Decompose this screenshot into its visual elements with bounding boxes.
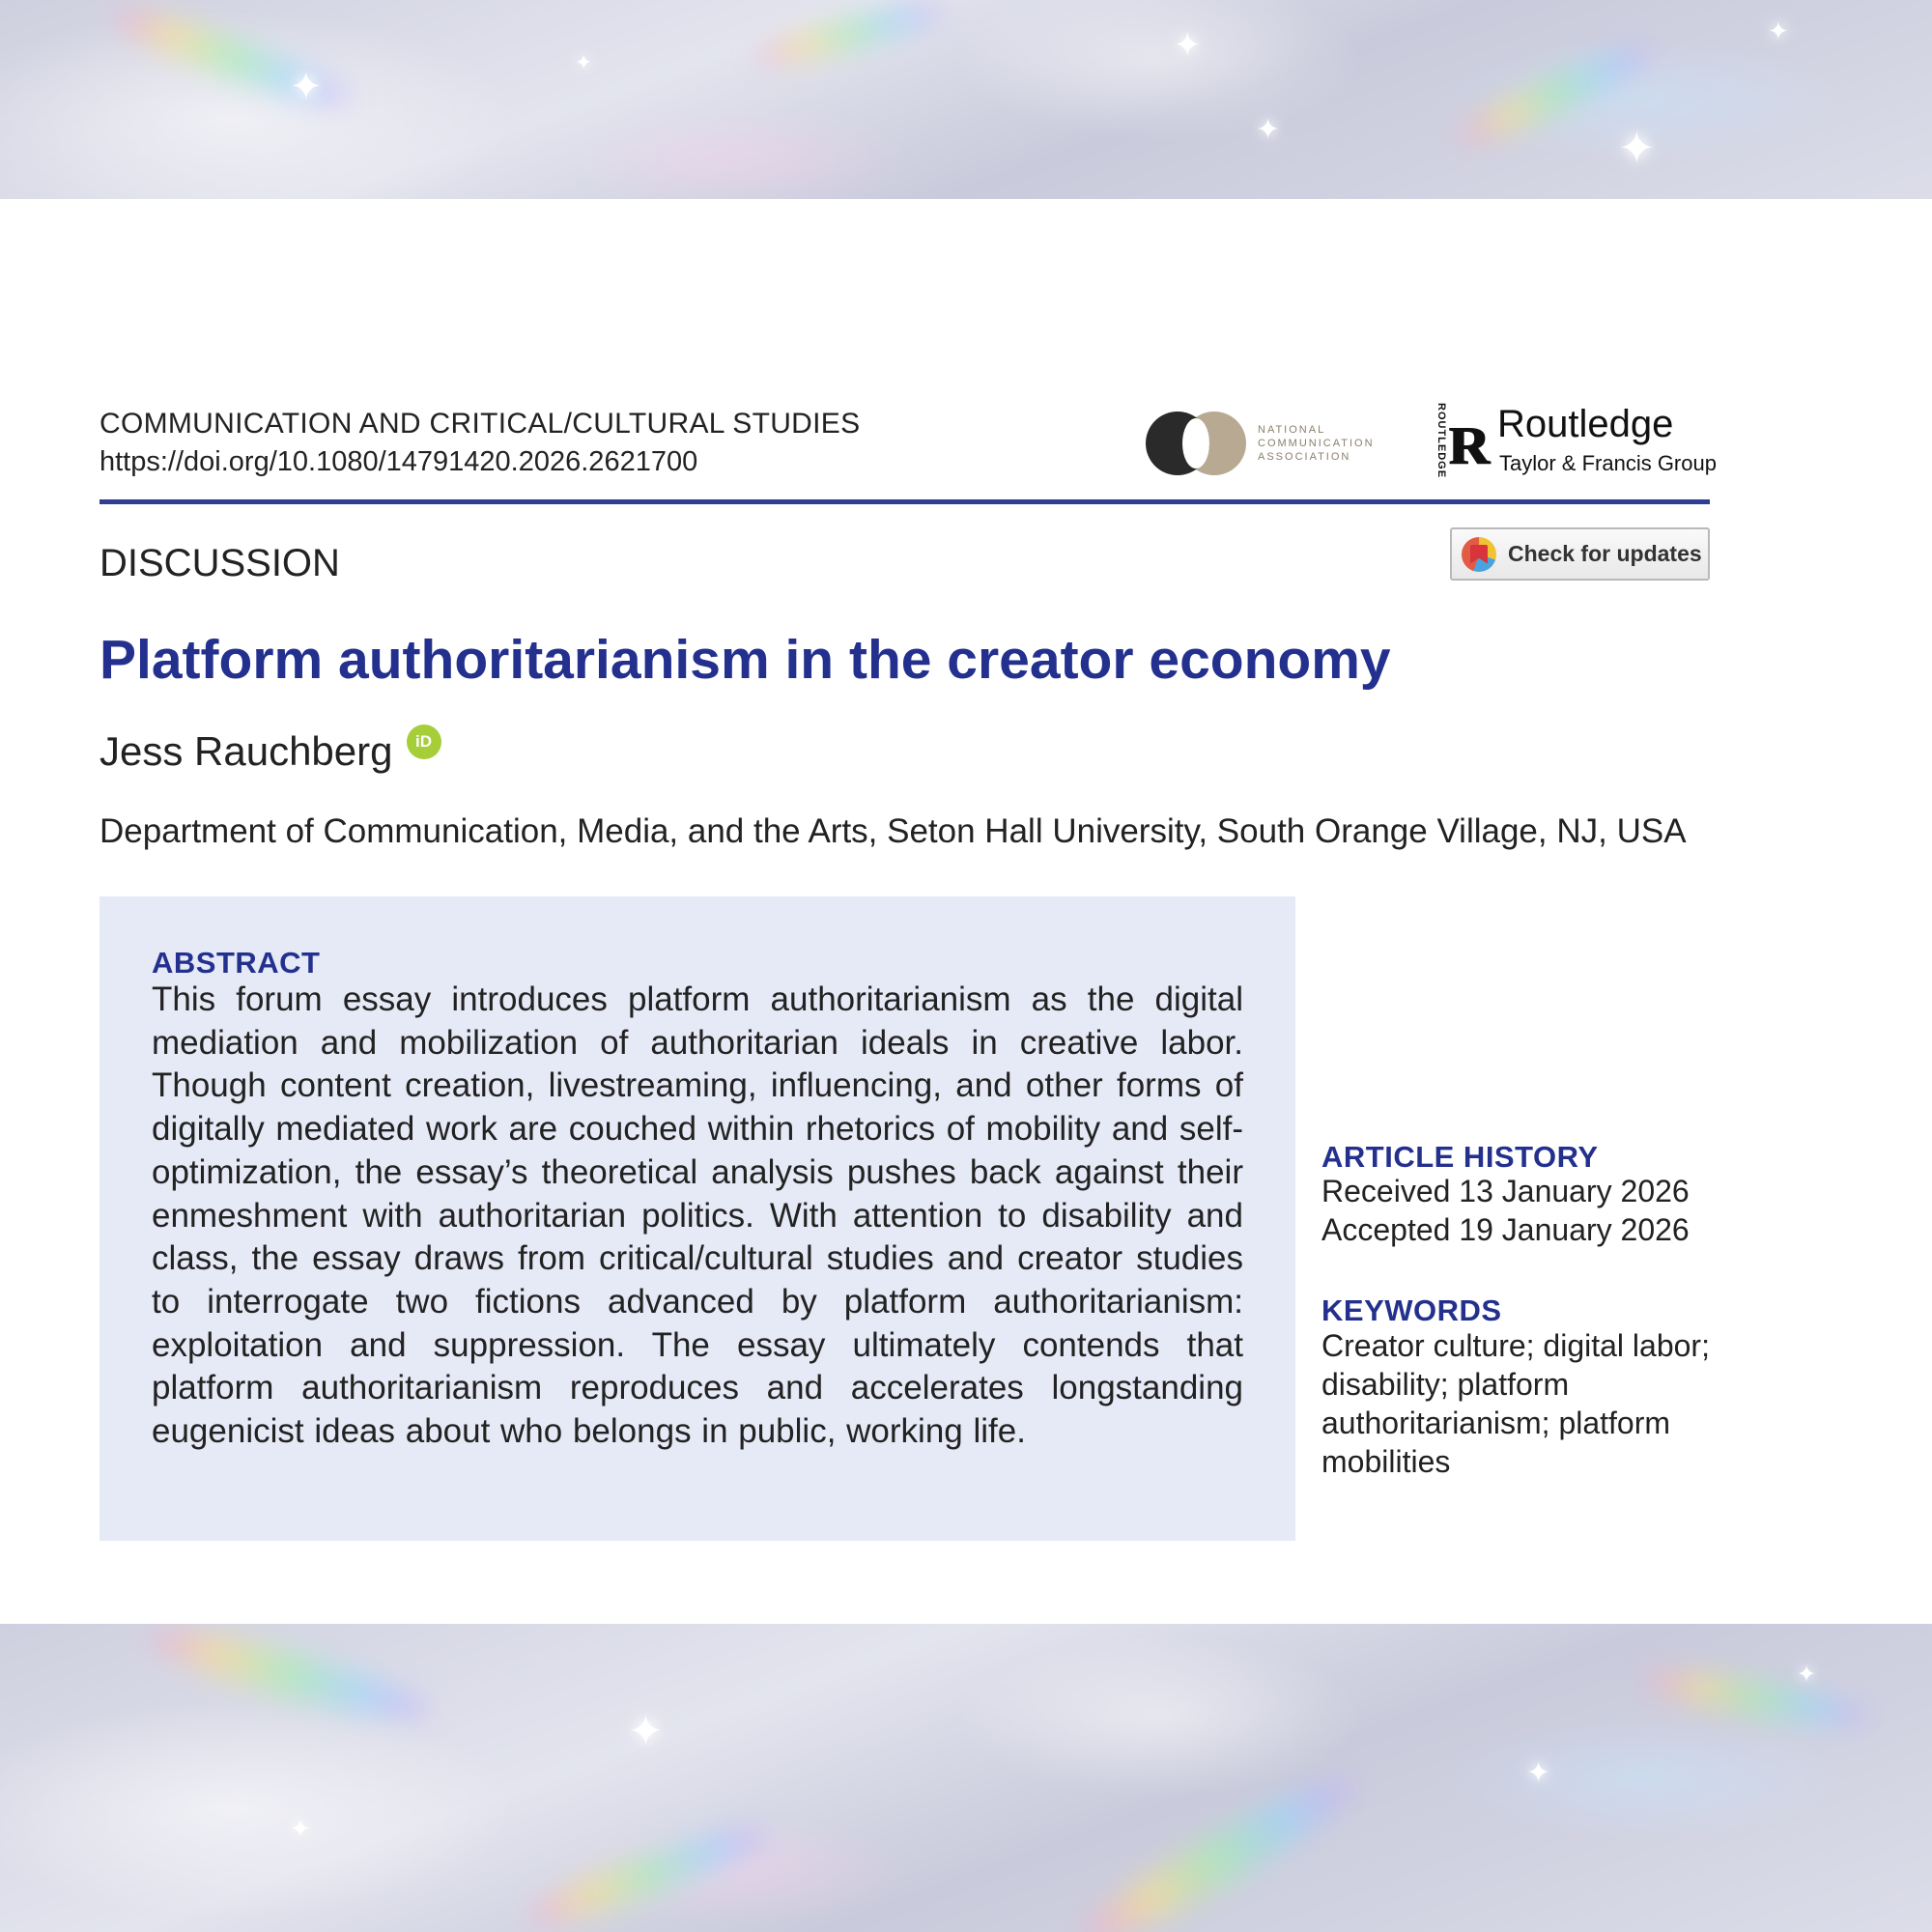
received-date: Received 13 January 2026 bbox=[1321, 1174, 1690, 1208]
section-label: DISCUSSION bbox=[99, 542, 340, 584]
nca-circles-icon bbox=[1146, 412, 1247, 475]
routledge-r-icon: ʀ bbox=[1447, 396, 1492, 481]
nca-logo-text: NATIONAL COMMUNICATION ASSOCIATION bbox=[1258, 424, 1375, 463]
paper-page bbox=[0, 199, 1932, 1624]
abstract-heading: ABSTRACT bbox=[152, 946, 321, 980]
check-for-updates-label: Check for updates bbox=[1508, 541, 1702, 566]
abstract-box bbox=[99, 896, 1295, 1541]
author-affiliation: Department of Communication, Media, and the Arts, Seton Hall University, South Orange Village, NJ, USA bbox=[99, 812, 1687, 850]
routledge-logo bbox=[1428, 397, 1718, 480]
check-for-updates-button[interactable] bbox=[1450, 527, 1710, 581]
galaxy-background-top: ✦ ✦ ✦ ✦ ✦ ✦ bbox=[0, 0, 1932, 199]
crossmark-icon bbox=[1462, 537, 1496, 572]
galaxy-background-bottom: ✦ ✦ ✦ ✦ bbox=[0, 1624, 1932, 1932]
accepted-date: Accepted 19 January 2026 bbox=[1321, 1212, 1690, 1247]
abstract-text: This forum essay introduces platform authoritarianism as the digital mediation and mobilization of authoritarian ideals in creative labor. Though content creation, livestreaming, influencing, and other forms of digitally mediated work are couched within rhetorics of mobility and self-optimization, the essay’s theoretical analysis pushes back against their enmeshment with authoritarian politics. With attention to disability and class, the essay draws from critical/cultural studies and creator studies to interrogate two fictions advanced by platform authoritarianism: exploitation and suppression. The essay ultimately contends that platform authoritarianism reproduces and accelerates longstanding eugenicist ideas about who belongs in public, working life. bbox=[152, 980, 1243, 1451]
article-title: Platform authoritarianism in the creator economy bbox=[99, 629, 1391, 691]
doi-link[interactable]: https://doi.org/10.1080/14791420.2026.2621700 bbox=[99, 446, 698, 477]
header-rule bbox=[99, 499, 1710, 504]
routledge-vertical-text: ROUTLEDGE bbox=[1435, 403, 1447, 479]
author-line bbox=[99, 728, 441, 775]
keywords-heading: KEYWORDS bbox=[1321, 1293, 1502, 1327]
orcid-icon[interactable]: iD bbox=[407, 724, 441, 759]
nca-logo bbox=[1146, 408, 1382, 475]
keywords-list: Creator culture; digital labor; disability; platform authoritarianism; platform mobilities bbox=[1321, 1328, 1710, 1479]
article-history-heading: ARTICLE HISTORY bbox=[1321, 1140, 1599, 1174]
journal-name: COMMUNICATION AND CRITICAL/CULTURAL STUDIES bbox=[99, 408, 861, 440]
author-name[interactable]: Jess Rauchberg bbox=[99, 728, 393, 774]
routledge-subtitle: Taylor & Francis Group bbox=[1499, 451, 1717, 475]
routledge-name: Routledge bbox=[1497, 403, 1674, 445]
